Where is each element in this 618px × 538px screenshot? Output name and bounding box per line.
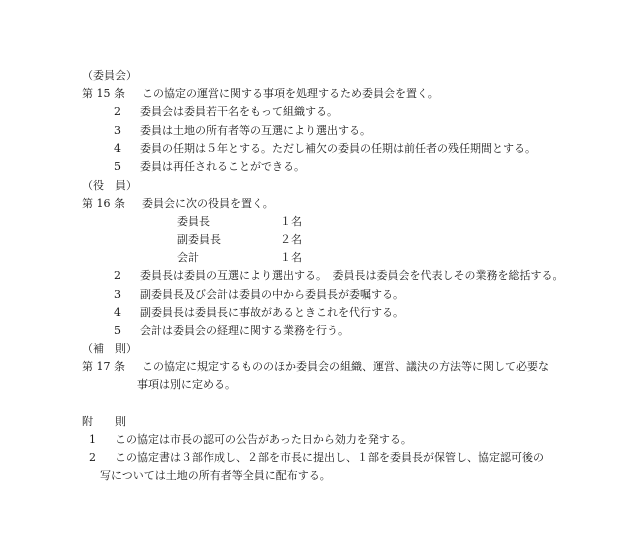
item-number: 5 [114, 160, 121, 173]
article-16-item [114, 270, 564, 281]
officer-count: １名 [280, 215, 302, 228]
officer-title: 副委員長 [177, 233, 221, 246]
article-15-item [114, 161, 305, 172]
heading-committee: （委員会） [82, 69, 137, 82]
item-number: 4 [114, 142, 121, 155]
article-16-text: 委員会に次の役員を置く。 [142, 197, 274, 210]
article-15-item [114, 143, 536, 154]
article-16-item [114, 307, 404, 318]
item-text: 副委員長は委員長に事故があるときこれを代行する。 [140, 306, 404, 319]
article-16-number: 第 16 条 [82, 197, 125, 210]
heading-officers: （役 員） [82, 179, 137, 192]
appendix-item [89, 452, 544, 463]
article-15 [82, 88, 439, 99]
item-text: この協定は市長の認可の公告があった日から効力を発する。 [115, 433, 412, 446]
item-text: 委員は土地の所有者等の互選により選出する。 [140, 124, 371, 137]
article-17-text: この協定に規定するもののほか委員会の組織、運営、議決の方法等に関して必要な [142, 360, 549, 373]
item-number: 2 [114, 269, 121, 282]
item-text: 委員長は委員の互選により選出する。 委員長は委員会を代表しその業務を総括する。 [140, 269, 564, 282]
article-17-number: 第 17 条 [82, 360, 125, 373]
article-15-text: この協定の運営に関する事項を処理するため委員会を置く。 [142, 87, 439, 100]
officer-title: 委員長 [177, 215, 210, 228]
article-16-item [114, 289, 404, 300]
item-number: 3 [114, 288, 121, 301]
item-text: 委員の任期は５年とする。ただし補欠の委員の任期は前任者の残任期間とする。 [140, 142, 536, 155]
appendix-item [89, 434, 412, 445]
item-number: 4 [114, 306, 121, 319]
item-number: 5 [114, 324, 121, 337]
article-16-item [114, 325, 349, 336]
heading-supplementary: （補 則） [82, 342, 137, 355]
article-15-number: 第 15 条 [82, 87, 125, 100]
item-number: 3 [114, 124, 121, 137]
item-text: この協定書は３部作成し、２部を市長に提出し、１部を委員長が保管し、協定認可後の [115, 451, 544, 464]
article-17 [82, 361, 549, 372]
item-number: 2 [89, 451, 96, 464]
item-text: 委員は再任されることができる。 [140, 160, 305, 173]
officer-title: 会計 [177, 251, 199, 264]
item-text: 会計は委員会の経理に関する業務を行う。 [140, 324, 349, 337]
item-text: 副委員長及び会計は委員の中から委員長が委嘱する。 [140, 288, 404, 301]
article-15-item [114, 125, 371, 136]
item-text: 委員会は委員若干名をもって組織する。 [140, 105, 338, 118]
article-17-text-continuation: 事項は別に定める。 [137, 378, 236, 391]
officer-count: １名 [280, 251, 302, 264]
appendix-title: 附 則 [82, 415, 126, 428]
article-15-item [114, 106, 338, 117]
officer-count: ２名 [280, 233, 302, 246]
item-number: 2 [114, 105, 121, 118]
item-number: 1 [89, 433, 96, 446]
article-16 [82, 198, 274, 209]
appendix-item-continuation: 写については土地の所有者等全員に配布する。 [100, 469, 331, 482]
